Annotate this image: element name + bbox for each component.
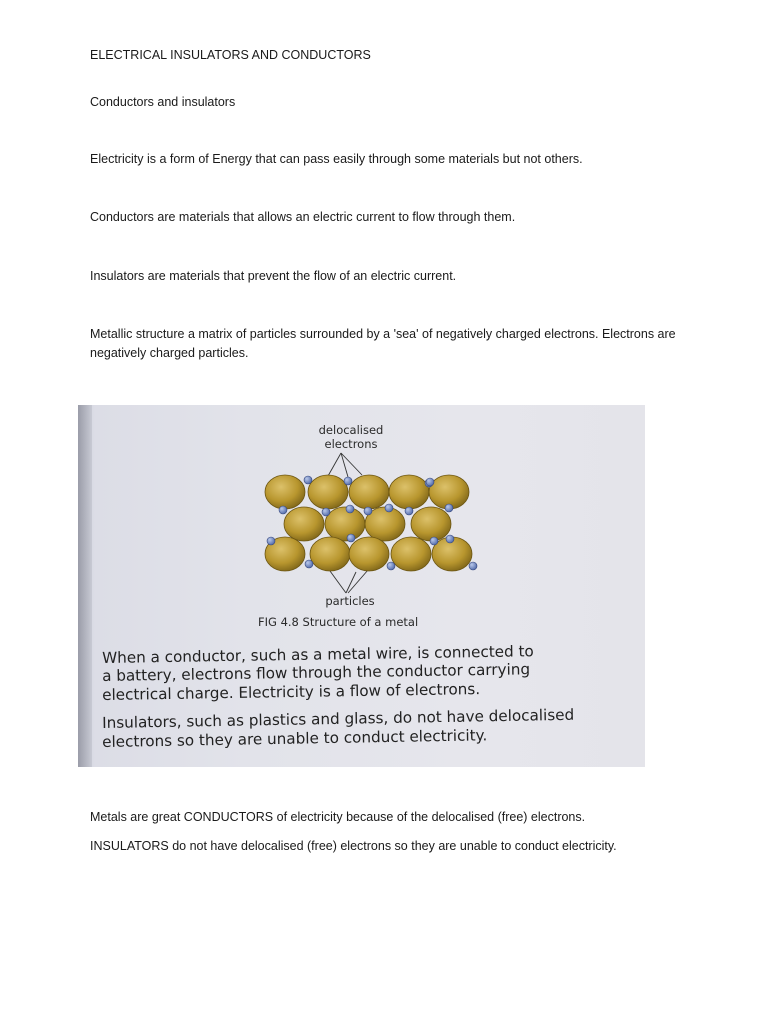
figure-caption: FIG 4.8 Structure of a metal xyxy=(258,615,419,629)
electron xyxy=(385,504,393,512)
electron xyxy=(322,508,330,516)
metal-particle xyxy=(391,537,431,571)
document-title: ELECTRICAL INSULATORS AND CONDUCTORS xyxy=(90,48,371,62)
electron xyxy=(426,478,434,486)
textbook-line-3: electrical charge. Electricity is a flow of electrons. xyxy=(102,680,481,704)
paragraph-electricity: Electricity is a form of Energy that can pass easily through some materials but not others. xyxy=(90,152,583,166)
electron xyxy=(364,507,372,515)
footer-conductors: Metals are great CONDUCTORS of electricity because of the delocalised (free) electrons. xyxy=(90,810,586,824)
paragraph-conductors: Conductors are materials that allows an electric current to flow through them. xyxy=(90,210,516,224)
electron xyxy=(446,535,454,543)
footer-insulators: INSULATORS do not have delocalised (free) electrons so they are unable to conduct electricity. xyxy=(90,839,617,853)
metal-particle xyxy=(349,475,389,509)
textbook-photo xyxy=(78,405,645,767)
pointer-line xyxy=(328,453,341,476)
metal-particle xyxy=(310,537,350,571)
metal-particle xyxy=(349,537,389,571)
electron xyxy=(279,506,287,514)
electron xyxy=(344,477,352,485)
electron xyxy=(387,562,395,570)
electron xyxy=(347,534,355,542)
paragraph-metallic-structure: Metallic structure a matrix of particles surrounded by a 'sea' of negatively charged electrons. Electrons are negatively charged particles. xyxy=(90,327,676,360)
metal-particle xyxy=(265,475,305,509)
textbook-line-5: electrons so they are unable to conduct electricity. xyxy=(102,726,488,751)
electron xyxy=(346,505,354,513)
pointer-line xyxy=(330,571,346,593)
electrons-label: electrons xyxy=(324,437,378,451)
particles-label: particles xyxy=(325,594,375,608)
textbook-line-1: When a conductor, such as a metal wire, is connected to xyxy=(102,642,534,667)
metal-particle xyxy=(411,507,451,541)
metal-particle xyxy=(389,475,429,509)
electron xyxy=(469,562,477,570)
delocalised-label: delocalised xyxy=(318,423,384,437)
electron xyxy=(305,560,313,568)
textbook-line-4: Insulators, such as plastics and glass, do not have delocalised xyxy=(102,705,575,732)
paragraph-insulators: Insulators are materials that prevent the flow of an electric current. xyxy=(90,269,457,283)
metal-particles xyxy=(265,475,472,571)
textbook-line-2: a battery, electrons flow through the conductor carrying xyxy=(102,660,531,685)
document-subtitle: Conductors and insulators xyxy=(90,95,236,109)
metal-particle xyxy=(308,475,348,509)
electron xyxy=(405,507,413,515)
electron xyxy=(430,537,438,545)
electron xyxy=(445,504,453,512)
electron xyxy=(304,476,312,484)
metal-particle xyxy=(325,507,365,541)
metal-particle xyxy=(284,507,324,541)
electron xyxy=(267,537,275,545)
